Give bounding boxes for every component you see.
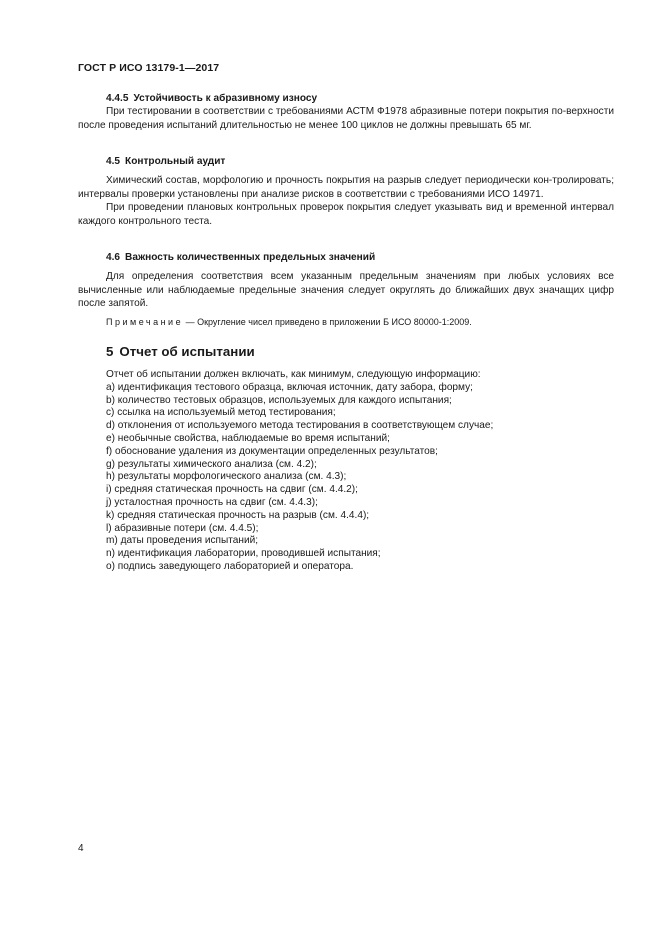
list-item: i) средняя статическая прочность на сдвиг (см. 4.4.2); [106,484,358,496]
section-number: 4.4.5 [106,93,129,104]
paragraph: При тестировании в соответствии с требованиями АСТМ Ф1978 абразивные потери покрытия по-верхности после проведения испытаний длительностью не менее 100 циклов не должны превышать 65 мг. [78,106,614,131]
section-4-4-5 [78,92,614,132]
section-heading [78,92,614,105]
list-item: a) идентификация тестового образца, включая источник, дату забора, форму; [106,381,473,393]
list-item: b) количество тестовых образцов, используемых для каждого испытания; [106,394,452,406]
section-heading [78,344,614,360]
note-label: Примечание [106,316,184,327]
list-item: k) средняя статическая прочность на разрыв (см. 4.4.4); [106,509,370,521]
list-item: j) усталостная прочность на сдвиг (см. 4.4.3); [106,496,318,508]
paragraph: Для определения соответствия всем указанным предельным значениям при любых условиях все вычисленные или наблюдаемые предельные значения следует округлять до ближайших двух значащих цифр после запятой. [78,271,614,310]
list-item: c) ссылка на используемый метод тестирования; [106,407,336,419]
section-heading [78,251,614,264]
list-intro: Отчет об испытании должен включать, как минимум, следующую информацию: [106,369,481,380]
list-item: n) идентификация лаборатории, проводившей испытания; [106,548,381,560]
section-number: 4.5 [106,156,121,167]
paragraph: Химический состав, морфологию и прочность покрытия на разрыв следует периодически кон-тролировать; интервалы проверки установлены при анализе рисков в соответствии с требованиями ИСО 14971. [78,175,614,200]
list-item: l) абразивные потери (см. 4.4.5); [106,522,259,534]
list-item: h) результаты морфологического анализа (см. 4.3); [106,471,347,483]
standard-id: ГОСТ Р ИСО 13179-1—2017 [78,62,220,74]
list-item: g) результаты химического анализа (см. 4.2); [106,458,317,470]
note-text: — Округление чисел приведено в приложении Б ИСО 80000-1:2009. [183,316,472,327]
section-title: Важность количественных предельных значений [125,252,376,263]
section-heading [78,155,614,168]
section-4-6 [78,251,614,328]
paragraph: При проведении плановых контрольных проверок покрытия следует указывать вид и временной интервал каждого контрольного теста. [78,202,614,227]
section-5 [78,344,614,574]
section-number: 5 [106,344,114,359]
section-title: Устойчивость к абразивному износу [133,93,318,104]
list-item: d) отклонения от используемого метода тестирования в соответствующем случае; [106,420,494,432]
list-item: f) обоснование удаления из документации определенных результатов; [106,445,438,457]
page-number: 4 [78,843,84,854]
list-item: e) необычные свойства, наблюдаемые во время испытаний; [106,432,390,444]
report-items [78,369,614,574]
section-number: 4.6 [106,252,121,263]
section-title: Контрольный аудит [125,156,226,167]
list-item: m) даты проведения испытаний; [106,535,259,547]
list-item: o) подпись заведующего лабораторией и оператора. [106,560,354,572]
section-title: Отчет об испытании [119,344,255,359]
note [78,316,614,328]
section-4-5 [78,155,614,228]
